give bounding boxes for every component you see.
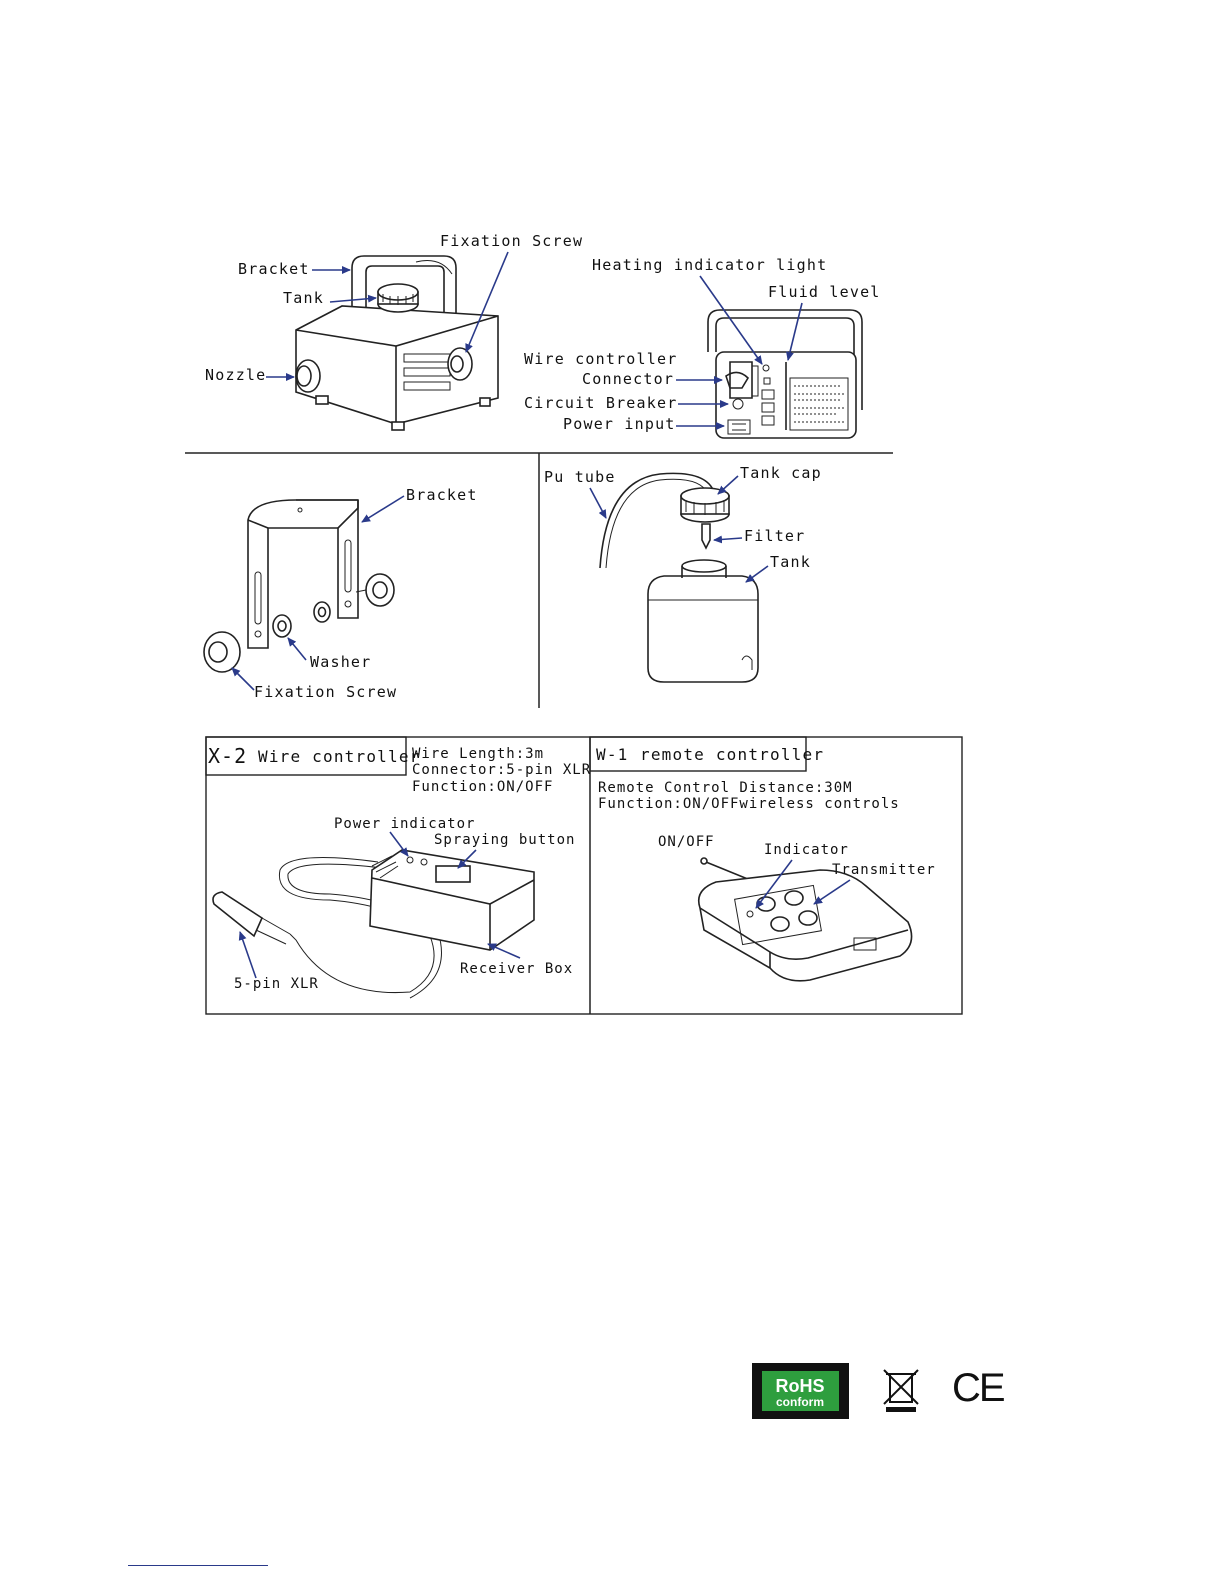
remote-controller-model: W-1 bbox=[596, 745, 629, 764]
ce-mark: CE bbox=[952, 1366, 1004, 1410]
rear-label-power-input: Power input bbox=[563, 415, 676, 433]
bracket-assembly bbox=[204, 486, 478, 701]
certification-marks bbox=[752, 1363, 1004, 1419]
front-label-bracket: Bracket bbox=[238, 260, 310, 278]
tank-label: Tank bbox=[770, 553, 811, 571]
remote-function-spec: Function:ON/OFFwireless controls bbox=[598, 796, 900, 812]
svg-text:conform: conform bbox=[776, 1395, 824, 1409]
front-label-tank: Tank bbox=[283, 289, 324, 307]
power-indicator-label: Power indicator bbox=[334, 816, 476, 832]
weee-bin-icon bbox=[884, 1370, 918, 1412]
footer-underline bbox=[128, 1565, 268, 1566]
svg-text:RoHS: RoHS bbox=[775, 1376, 825, 1396]
rohs-logo bbox=[752, 1363, 849, 1419]
indicator-label: Indicator bbox=[764, 842, 849, 858]
fixation-screw-label: Fixation Screw bbox=[254, 683, 398, 701]
wire-controller-title: Wire controller bbox=[258, 747, 421, 766]
tank-assembly bbox=[544, 464, 822, 682]
wire-function-spec: Function:ON/OFF bbox=[412, 779, 554, 795]
pu-tube-label: Pu tube bbox=[544, 468, 616, 486]
front-label-nozzle: Nozzle bbox=[205, 366, 267, 384]
machine-rear-view bbox=[524, 256, 881, 438]
on-off-label: ON/OFF bbox=[658, 834, 715, 850]
front-label-fixation-screw: Fixation Screw bbox=[440, 232, 584, 250]
tank-cap-label: Tank cap bbox=[740, 464, 822, 482]
remote-controller-title: remote controller bbox=[640, 745, 825, 764]
washer-label: Washer bbox=[310, 653, 372, 671]
spraying-button-label: Spraying button bbox=[434, 832, 576, 848]
rear-label-heating-indicator: Heating indicator light bbox=[592, 256, 828, 274]
xlr-label: 5-pin XLR bbox=[234, 976, 319, 992]
wire-connector-spec: Connector:5-pin XLR bbox=[412, 762, 592, 778]
transmitter-label: Transmitter bbox=[832, 862, 936, 878]
wire-controller-model: X-2 bbox=[208, 744, 248, 768]
rear-label-wire-controller: Wire controller bbox=[524, 350, 678, 368]
filter-label: Filter bbox=[744, 527, 806, 545]
bracket-label: Bracket bbox=[406, 486, 478, 504]
wire-length-spec: Wire Length:3m bbox=[412, 746, 545, 762]
rear-label-circuit-breaker: Circuit Breaker bbox=[524, 394, 678, 412]
rear-label-fluid-level: Fluid level bbox=[768, 283, 881, 301]
controllers-panel bbox=[206, 737, 962, 1014]
rear-label-connector: Connector bbox=[582, 370, 675, 388]
receiver-box-label: Receiver Box bbox=[460, 961, 574, 977]
remote-distance-spec: Remote Control Distance:30M bbox=[598, 780, 853, 796]
